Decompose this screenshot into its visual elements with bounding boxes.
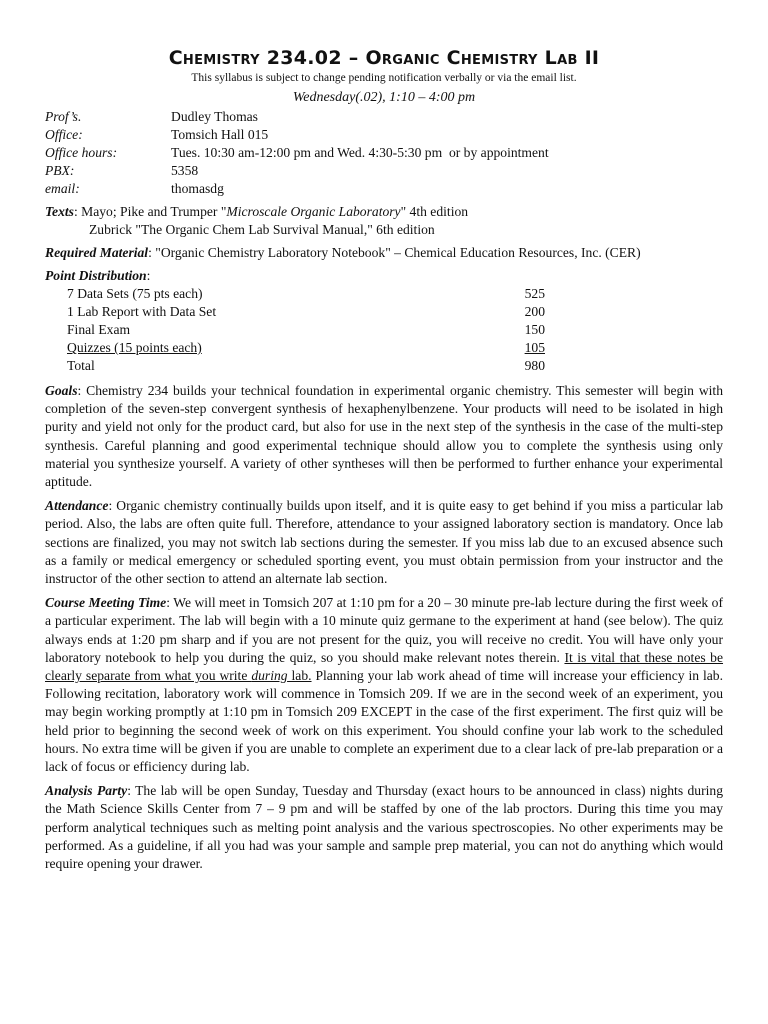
- point-item-name: Final Exam: [67, 322, 131, 337]
- texts-line1-pre: : Mayo; Pike and Trumper ": [73, 204, 227, 219]
- meeting-time-emphasis-pre: It is vital that these notes be clearly separate from what you write: [45, 649, 724, 684]
- contact-value: 5358: [171, 163, 199, 178]
- point-item-name: 1 Lab Report with Data Set: [67, 304, 217, 319]
- session-time: Wednesday(.02), 1:10 – 4:00 pm: [292, 90, 476, 105]
- contact-row-prof: [45, 108, 723, 126]
- analysis-party-label: Analysis Party: [45, 783, 128, 799]
- texts-section: [45, 203, 723, 239]
- point-row: [45, 339, 723, 357]
- point-row: [45, 285, 723, 303]
- point-item-value: 980: [524, 358, 545, 373]
- goals-paragraph: [45, 382, 723, 491]
- point-row-total: [45, 357, 723, 375]
- page-title: Chemistry 234.02 – Organic Chemistry Lab II: [168, 47, 600, 69]
- contact-label: email:: [45, 181, 80, 196]
- point-item-name: Total: [67, 358, 95, 373]
- point-distribution-colon: :: [146, 268, 151, 283]
- texts-line1-post: " 4th edition: [400, 204, 469, 219]
- contact-block: [45, 108, 723, 198]
- texts-line-2: Zubrick "The Organic Chem Lab Survival Manual," 6th edition: [89, 222, 435, 237]
- contact-label: Office hours:: [45, 145, 118, 160]
- meeting-time-label: Course Meeting Time: [45, 595, 167, 611]
- syllabus-page: [45, 46, 723, 873]
- analysis-party-text: : The lab will be open Sunday, Tuesday and Thursday (exact hours to be announced in class) nights during the Math Science Skills Center from 7 – 9 pm and will be staffed by one of the lab proctors. During this time you may perform analytical techniques such as melting point analysis and the various spectroscopies. No other experiments may be performed. As a guideline, if all you had was your sample and sample prep material, you can not do anything which would require opening your drawer.: [45, 783, 724, 872]
- analysis-party-paragraph: [45, 782, 723, 873]
- point-item-value: 200: [524, 304, 545, 319]
- point-item-name: [45, 339, 493, 357]
- contact-row-office: [45, 126, 723, 144]
- meeting-time-text-1: : We will meet in Tomsich 207 at 1:10 pm for a 20 – 30 minute pre-lab lecture during the first week of a particular experiment. The lab will begin with a 10 minute quiz germane to the experiment at hand (see below). The quiz always ends at 1:20 pm sharp and if you are not present for the quiz, you will receive no credit. You will have only your laboratory notebook to help you during the quiz, so you should make relevant notes therein.: [45, 595, 723, 665]
- texts-book-title: Microscale Organic Laboratory: [226, 204, 401, 219]
- required-material-label: Required Material: [45, 245, 149, 260]
- point-distribution-label: Point Distribution: [45, 268, 147, 283]
- attendance-text: : Organic chemistry continually builds upon itself, and it is quite easy to get behind if you miss a particular lab period. Also, the labs are often quite full. Therefore, attendance to your assigned laboratory section is mandatory. Once lab sections are finalized, you may not switch lab sections during the semester. If you miss lab due to an excused absence such as a family or medical emergency or scheduled sporting event, you must obtain permission from your instructor and the instructor of the other section to attend an alternate lab section.: [45, 498, 723, 587]
- meeting-time-emphasis-word: during: [251, 668, 288, 684]
- point-row: [45, 303, 723, 321]
- point-distribution: [45, 267, 723, 375]
- contact-label: PBX:: [45, 163, 75, 178]
- meeting-time-text-2: Planning your lab work ahead of time will increase your efficiency in lab. Following recitation, laboratory work will commence in Tomsich 209. If we are in the second week of an experiment, you may begin working promptly at 1:10 pm in Tomsich 209 EXCEPT in the case of the first experiment. The first quiz will be held prior to beginning the second week of work on this experiment. You should confine your lab work to the scheduled hours. No extra time will be given if you are unable to complete an experiment due to a clear lack of pre-lab preparation or a lack of focus or efficiency during lab.: [45, 668, 723, 775]
- contact-row-email: [45, 180, 723, 198]
- contact-value: Tomsich Hall 015: [171, 127, 269, 142]
- required-material: [45, 244, 723, 262]
- contact-value: Tues. 10:30 am-12:00 pm and Wed. 4:30-5:30 pm or by appointment: [171, 145, 549, 160]
- point-item-name-underlined: Quizzes (15 points each): [67, 340, 202, 355]
- goals-label: Goals: [45, 383, 78, 398]
- contact-row-pbx: [45, 162, 723, 180]
- point-item-value: 105: [524, 340, 545, 355]
- point-item-name: 7 Data Sets (75 pts each): [67, 286, 203, 301]
- meeting-time-paragraph: [45, 594, 723, 776]
- attendance-label: Attendance: [45, 498, 109, 514]
- texts-line-1: [45, 203, 723, 221]
- change-notice: This syllabus is subject to change pending notification verbally or via the email list.: [191, 72, 577, 84]
- contact-value: thomasdg: [171, 181, 224, 196]
- contact-label: Prof’s.: [45, 109, 82, 124]
- point-item-value: 525: [524, 286, 545, 301]
- required-material-text: : "Organic Chemistry Laboratory Notebook" – Chemical Education Resources, Inc. (CER): [148, 245, 641, 260]
- point-item-value: 150: [524, 322, 545, 337]
- contact-row-office-hours: [45, 144, 723, 162]
- texts-label: Texts: [45, 204, 74, 219]
- attendance-paragraph: [45, 497, 723, 588]
- contact-value: Dudley Thomas: [171, 109, 258, 124]
- contact-label: Office:: [45, 127, 83, 142]
- point-row: [45, 321, 723, 339]
- goals-text: : Chemistry 234 builds your technical foundation in experimental organic chemistry. This semester will begin with completion of the seven-step convergent synthesis of hexaphenylbenzene. Your products will need to be isolated in high purity and yield not only for the product card, but also for use in the next step of the synthesis in the case of the multi-step synthesis. Careful planning and good experimental technique should allow you to complete the synthesis using only material you synthesize yourself. A variety of other syntheses will then be performed to further enhance your experimental aptitude.: [45, 383, 723, 490]
- meeting-time-emphasis-post: lab.: [287, 668, 312, 684]
